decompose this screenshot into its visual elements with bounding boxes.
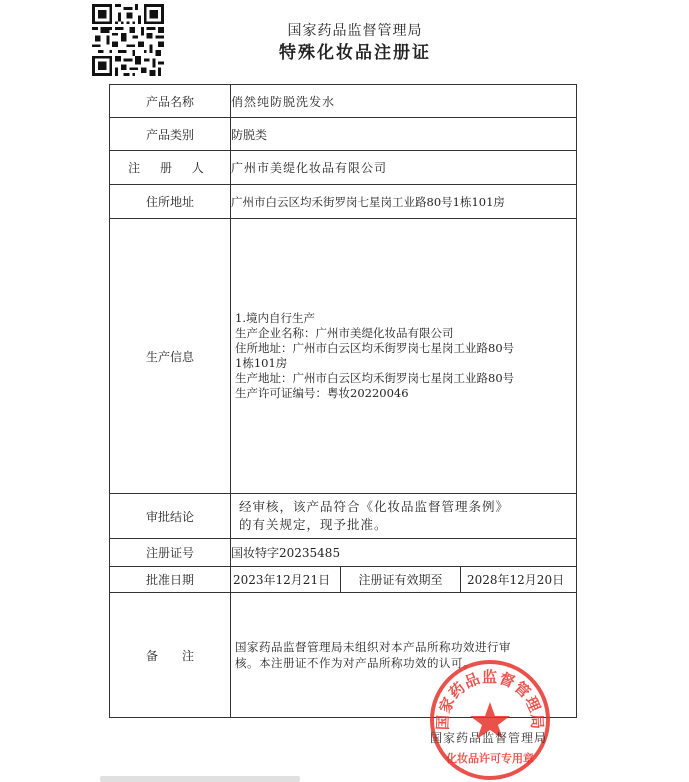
address-label: 住所地址 [110, 185, 231, 219]
production-info-line: 生产许可证编号：粤妆20220046 [235, 386, 409, 400]
qr-code [92, 4, 164, 76]
approval-conclusion-label: 审批结论 [110, 494, 231, 539]
approval-conclusion-value [231, 494, 577, 539]
approval-date-value: 2023年12月21日 [231, 567, 341, 593]
remarks-label: 备 注 [110, 593, 231, 718]
row-dates [110, 567, 577, 593]
product-category-value: 防脱类 [231, 118, 577, 151]
row-production-info [110, 219, 577, 494]
issuing-agency: 国家药品监督管理局 [287, 23, 423, 39]
seal-inner-text: 化妆品许可专用章 [446, 752, 534, 765]
remarks-line: 核。本注册证不作为对产品所称功效的认可。 [235, 656, 475, 670]
product-category-label: 产品类别 [110, 118, 231, 151]
row-product-category [110, 118, 577, 151]
row-approval-conclusion [110, 494, 577, 539]
footer-text [100, 776, 300, 782]
registration-table [109, 84, 577, 718]
registration-no-label: 注册证号 [110, 539, 231, 567]
production-info-line: 生产企业名称：广州市美缇化妆品有限公司 [235, 326, 454, 340]
row-product-name [110, 85, 577, 118]
seal-caption: 国家药品监督管理局 [430, 731, 548, 745]
official-seal [428, 658, 552, 782]
production-info-label: 生产信息 [110, 219, 231, 494]
approval-conclusion-line: 的有关规定，现予批准。 [239, 517, 388, 532]
product-name-label: 产品名称 [110, 85, 231, 118]
row-address [110, 185, 577, 219]
seal-ring-text: 国家药品监督管理局 [433, 668, 547, 731]
registrant-value: 广州市美缇化妆品有限公司 [231, 151, 577, 185]
production-info-line: 生产地址：广州市白云区均禾街罗岗七星岗工业路80号 [235, 371, 515, 385]
valid-until-value: 2028年12月20日 [461, 567, 577, 593]
approval-conclusion-line: 经审核，该产品符合《化妆品监督管理条例》 [239, 499, 510, 514]
remarks-line: 国家药品监督管理局未组织对本产品所称功效进行审 [235, 640, 511, 654]
product-name-value: 俏然纯防脱洗发水 [231, 85, 577, 118]
row-registrant [110, 151, 577, 185]
approval-date-label: 批准日期 [110, 567, 231, 593]
valid-until-label: 注册证有效期至 [341, 567, 461, 593]
row-registration-no [110, 539, 577, 567]
registrant-label: 注 册 人 [110, 151, 231, 185]
registration-no-value: 国妆特字20235485 [231, 539, 577, 567]
production-info-value [231, 219, 577, 494]
production-info-line: 1.境内自行生产 [235, 311, 315, 325]
certificate-title: 特殊化妆品注册证 [279, 43, 431, 63]
production-info-line: 住所地址：广州市白云区均禾街罗岗七星岗工业路80号 [235, 341, 515, 355]
address-value: 广州市白云区均禾街罗岗七星岗工业路80号1栋101房 [231, 185, 577, 219]
production-info-line: 1栋101房 [235, 356, 288, 370]
